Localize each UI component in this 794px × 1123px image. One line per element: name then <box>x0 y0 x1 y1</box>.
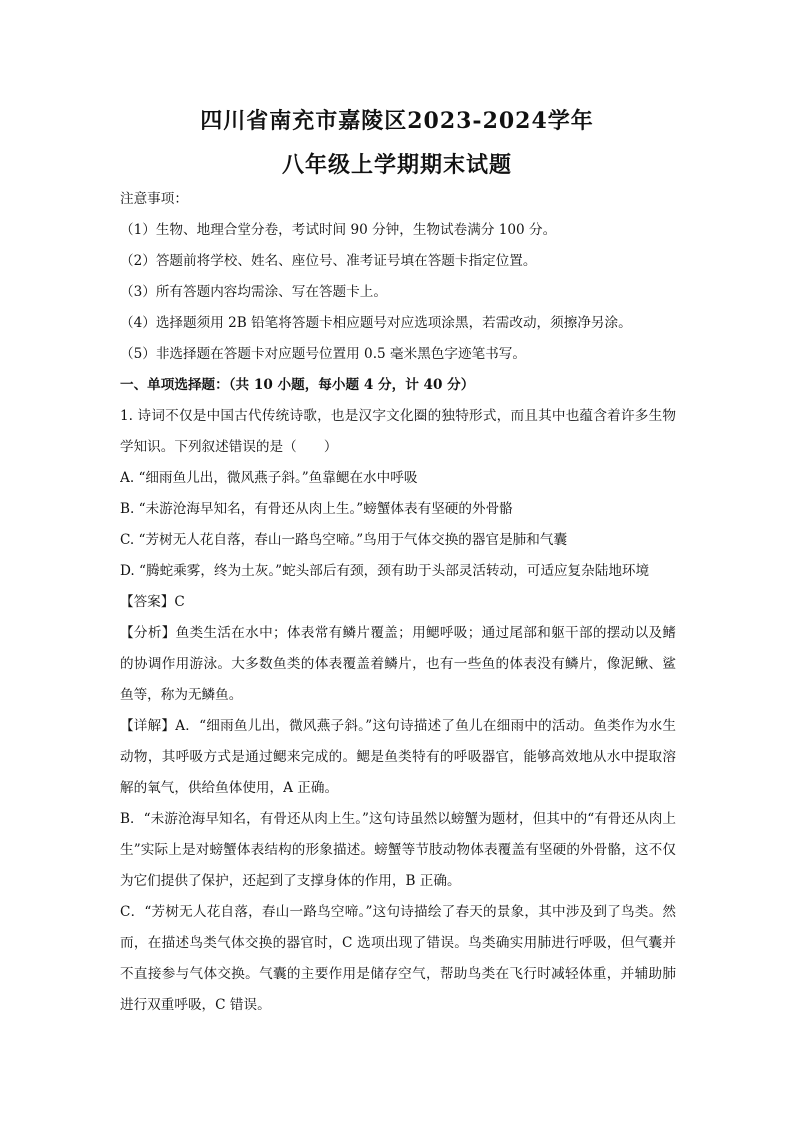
detail-a: 【详解】A．“细雨鱼儿出，微风燕子斜。”这句诗描述了鱼儿在细雨中的活动。鱼类作为水生动物，其呼吸方式是通过鳃来完成的。鳃是鱼类特有的呼吸器官，能够高效地从水中提取溶解的氧气，供给鱼体使用，A 正确。 <box>120 718 676 796</box>
note-item-3: （3）所有答题内容均需涂、写在答题卡上。 <box>120 284 387 300</box>
question-1-stem: 1. 诗词不仅是中国古代传统诗歌，也是汉字文化圈的独特形式，而且其中也蕴含着许多生物学知识。下列叙述错误的是（ ） <box>120 408 676 455</box>
notes-heading: 注意事项： <box>120 191 188 207</box>
answer: 【答案】C <box>120 594 185 610</box>
note-item-1: （1）生物、地理合堂分卷，考试时间 90 分钟，生物试卷满分 100 分。 <box>120 222 557 238</box>
document-body <box>120 184 676 1021</box>
option-d: D. “腾蛇乘雾，终为土灰。”蛇头部后有颈，颈有助于头部灵活转动，可适应复杂陆地环境 <box>120 563 650 579</box>
detail-c: C．“芳树无人花自落，春山一路鸟空啼。”这句诗描绘了春天的景象，其中涉及到了鸟类。然而，在描述鸟类气体交换的器官时，C 选项出现了错误。鸟类确实用肺进行呼吸，但气囊并不直接参与气体交换。气囊的主要作用是储存空气，帮助鸟类在飞行时减轻体重，并辅助肺进行双重呼吸，C 错误。 <box>120 904 676 1013</box>
detail-b: B．“未游沧海早知名，有骨还从肉上生。”这句诗虽然以螃蟹为题材，但其中的“有骨还从肉上生”实际上是对螃蟹体表结构的形象描述。螃蟹等节肢动物体表覆盖有坚硬的外骨骼，这不仅为它们提供了保护，还起到了支撑身体的作用，B 正确。 <box>120 811 676 889</box>
note-item-5: （5）非选择题在答题卡对应题号位置用 0.5 毫米黑色字迹笔书写。 <box>120 346 526 362</box>
option-c: C. “芳树无人花自落，春山一路鸟空啼。”鸟用于气体交换的器官是肺和气囊 <box>120 532 568 548</box>
section-heading: 一、单项选择题：（共 10 小题，每小题 4 分，计 40 分） <box>120 377 475 393</box>
analysis: 【分析】鱼类生活在水中；体表常有鳞片覆盖；用鳃呼吸；通过尾部和躯干部的摆动以及鳍的协调作用游泳。大多数鱼类的体表覆盖着鳞片，也有一些鱼的体表没有鳞片，像泥鳅、鲨鱼等，称为无鳞鱼。 <box>120 625 676 703</box>
option-a: A. “细雨鱼儿出，微风燕子斜。”鱼靠鳃在水中呼吸 <box>120 470 418 486</box>
note-item-2: （2）答题前将学校、姓名、座位号、准考证号填在答题卡指定位置。 <box>120 253 537 269</box>
note-item-4: （4）选择题须用 2B 铅笔将答题卡相应题号对应选项涂黑，若需改动，须擦净另涂。 <box>120 315 632 331</box>
option-b: B. “未游沧海早知名，有骨还从肉上生。”螃蟹体表有坚硬的外骨骼 <box>120 501 513 517</box>
title-line-1: 四川省南充市嘉陵区2023-2024学年 <box>200 108 594 134</box>
title-line-2: 八年级上学期期末试题 <box>281 152 512 178</box>
